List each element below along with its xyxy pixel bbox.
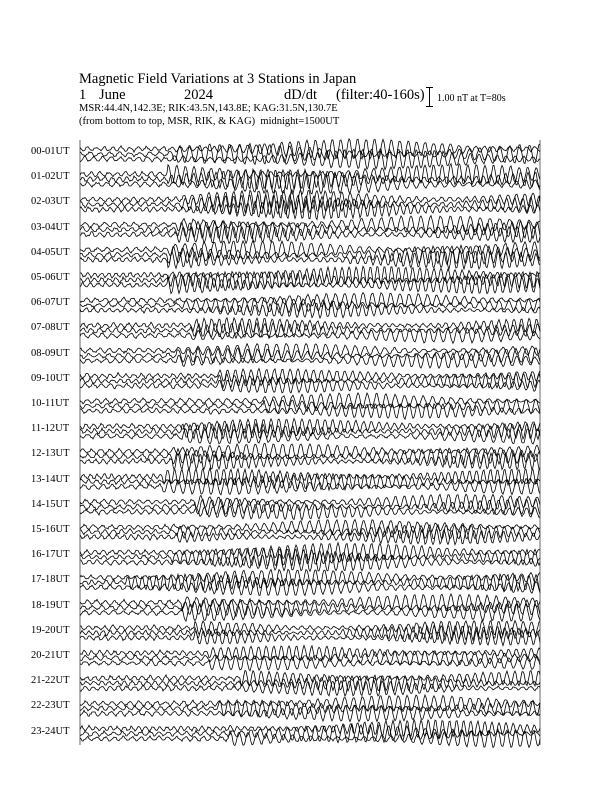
trace-kag bbox=[80, 393, 540, 409]
trace-kag bbox=[80, 344, 540, 359]
trace-kag bbox=[80, 594, 540, 611]
trace-kag bbox=[80, 139, 540, 159]
trace-msr bbox=[80, 705, 540, 721]
chart-title: Magnetic Field Variations at 3 Stations in Japan bbox=[79, 71, 357, 87]
trace-kag bbox=[80, 419, 540, 434]
trace-msr bbox=[80, 428, 540, 444]
trace-kag bbox=[80, 190, 540, 209]
hour-label: 14-15UT bbox=[31, 498, 70, 510]
hour-label: 19-20UT bbox=[31, 624, 70, 636]
date-month: June bbox=[99, 87, 126, 103]
stations-line: MSR:44.4N,142.3E; RIK:43.5N,143.8E; KAG:31.5N,130.7E bbox=[79, 103, 338, 114]
hour-label: 16-17UT bbox=[31, 549, 70, 561]
hour-label: 23-24UT bbox=[31, 725, 70, 737]
hour-label: 06-07UT bbox=[31, 297, 70, 309]
trace-msr bbox=[80, 478, 540, 494]
hour-label: 05-06UT bbox=[31, 272, 70, 283]
trace-kag bbox=[80, 720, 540, 738]
trace-rik bbox=[80, 499, 540, 515]
trace-msr bbox=[80, 655, 540, 670]
hour-label: 11-12UT bbox=[31, 423, 70, 435]
hour-label: 12-13UT bbox=[31, 448, 70, 460]
date-day: 1 bbox=[79, 87, 87, 103]
trace-rik bbox=[80, 245, 540, 264]
trace-kag bbox=[80, 671, 540, 686]
trace-msr bbox=[80, 199, 540, 219]
date-year: 2024 bbox=[184, 87, 213, 103]
trace-msr bbox=[80, 579, 540, 596]
hour-label: 04-05UT bbox=[31, 246, 70, 258]
scale-label: 1.00 nT at T=80s bbox=[437, 93, 506, 104]
hour-label: 15-16UT bbox=[31, 524, 70, 535]
trace-msr bbox=[80, 276, 540, 293]
trace-kag bbox=[80, 318, 540, 333]
trace-kag bbox=[80, 164, 540, 185]
hour-label: 03-04UT bbox=[31, 221, 70, 233]
hour-label: 18-19UT bbox=[31, 599, 70, 611]
trace-msr bbox=[80, 403, 540, 419]
hour-label: 00-01UT bbox=[31, 146, 70, 157]
trace-rik bbox=[80, 724, 540, 742]
hour-label: 07-08UT bbox=[31, 322, 70, 334]
hour-label: 08-09UT bbox=[31, 347, 70, 359]
quantity-label: dD/dt bbox=[284, 87, 318, 103]
hour-label: 17-18UT bbox=[31, 574, 70, 586]
hour-label: 02-03UT bbox=[31, 196, 70, 208]
hour-label: 21-22UT bbox=[31, 675, 70, 687]
hour-label: 13-14UT bbox=[31, 473, 70, 485]
trace-rik bbox=[80, 525, 540, 540]
hour-label: 10-11UT bbox=[31, 398, 70, 409]
hour-label: 22-23UT bbox=[31, 700, 70, 712]
hour-label: 09-10UT bbox=[31, 372, 70, 384]
hour-label: 01-02UT bbox=[31, 171, 70, 183]
trace-kag bbox=[80, 494, 540, 509]
filter-label: (filter:40-160s) bbox=[336, 87, 425, 103]
hour-label: 20-21UT bbox=[31, 650, 70, 661]
station-order-line: (from bottom to top, MSR, RIK, & KAG) midnight=1500UT bbox=[79, 116, 340, 127]
hour-labels bbox=[0, 0, 80, 792]
